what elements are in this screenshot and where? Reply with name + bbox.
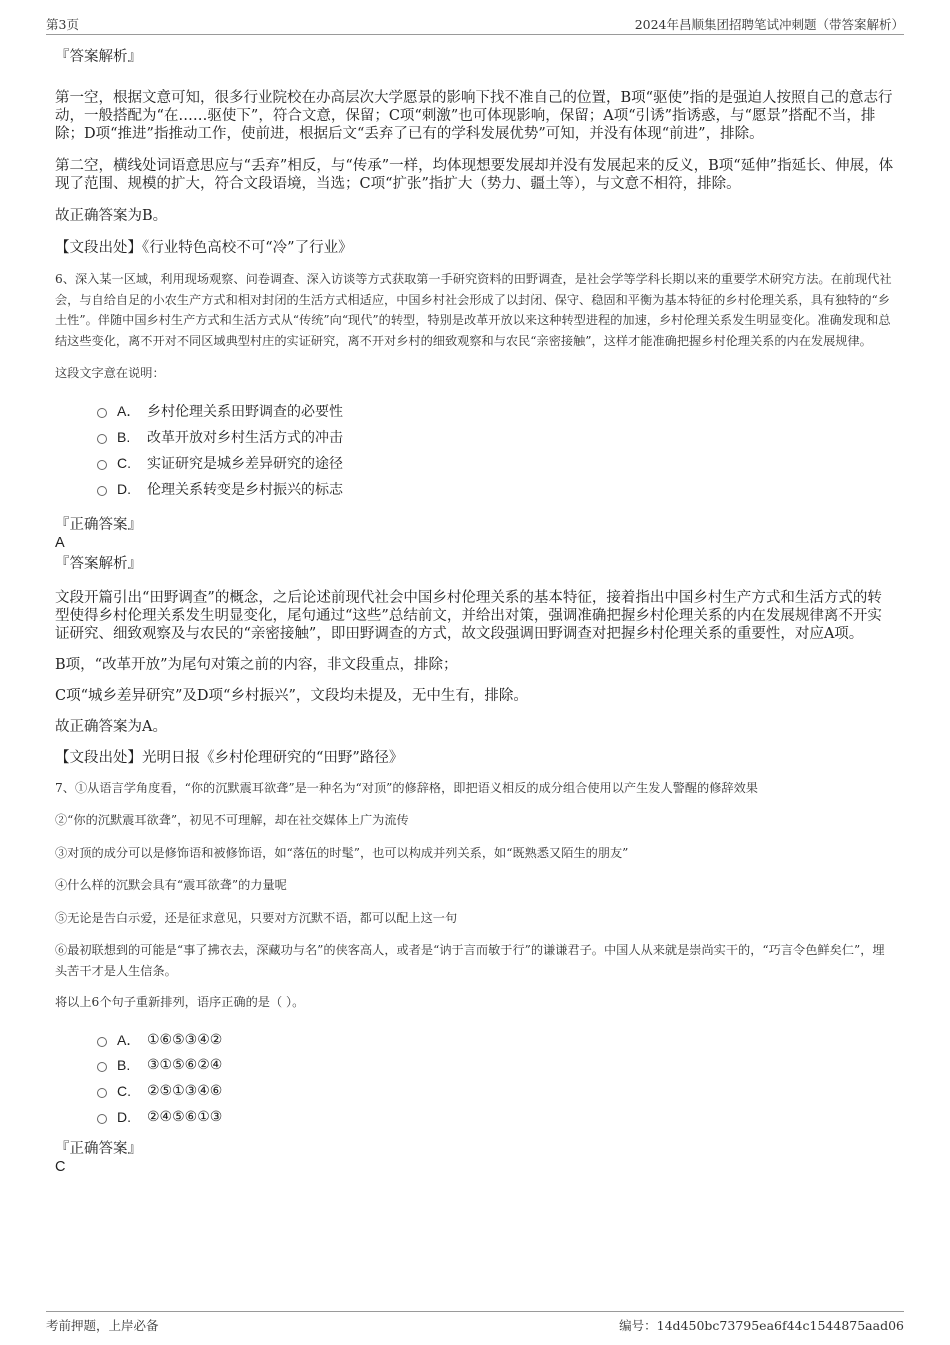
page-footer (46, 1311, 904, 1336)
q5-analysis-p1: 第一空，根据文意可知，很多行业院校在办高层次大学愿景的影响下找不准自己的位置，B项“驱使”指的是强迫人按照自己的意志行动，一般搭配为“在……驱使下”，符合文意，保留；C项“刺激”也可体现影响，保留；A项“引诱”指诱惑，与“愿景”搭配不当，排除；D项“推进”指推动工作，使前进，根据后文“丢弃了已有的学科发展优势”可知，并没有体现“前进”，排除。 (55, 90, 893, 142)
q6-source: 【文段出处】光明日报《乡村伦理研究的“田野”路径》 (55, 749, 404, 766)
option-text: 改革开放对乡村生活方式的冲击 (147, 430, 343, 447)
q6-analysis: 文段开篇引出“田野调查”的概念，之后论述前现代社会中国乡村伦理关系的基本特征，接着指出中国乡村生产方式和生活方式的转型使得乡村伦理关系发生明显变化，尾句通过“这些”总结前文，并给出对策，强调准确把握乡村伦理关系的内在发展规律离不开实证研究、细致观察及与农民的“亲密接触”，即田野调查的方式，故文段强调田野调查对把握乡村伦理关系的重要性，对应A项。 (55, 589, 882, 642)
option-letter: D. (117, 480, 131, 497)
q7-option-c[interactable] (97, 1078, 895, 1104)
q6-options (97, 399, 895, 502)
option-letter: A． (117, 1031, 141, 1048)
radio-icon[interactable] (97, 1088, 107, 1098)
q7-sentence-3: ③对顶的成分可以是修饰语和被修饰语，如“落伍的时髦”，也可以构成并列关系，如“既熟悉又陌生的朋友” (55, 845, 629, 860)
q6-question: 这段文字意在说明： (55, 366, 165, 380)
q6-stem: 6、深入某一区域，利用现场观察、问卷调查、深入访谈等方式获取第一手研究资料的田野调查，是社会学等学科长期以来的重要学术研究方法。在前现代社会，与自给自足的小农生产方式和相对封闭的生活方式相适应，中国乡村社会形成了以封闭、保守、稳固和平衡为基本特征的乡村伦理关系，具有独特的“乡土性”。伴随中国乡村生产方式和生活方式从“传统”向“现代”的转型，特别是改革开放以来这种转型进程的加速，乡村伦理关系发生明显变化。准确发现和总结这些变化，离不开对不同区域典型村庄的实证研究，离不开对乡村的细致观察和与农民“亲密接触”，这样才能准确把握乡村伦理关系的内在发展规律。 (55, 272, 892, 348)
q6-answer-label: 『正确答案』 (55, 516, 142, 533)
q6-answer: A (55, 534, 65, 551)
q7-question: 将以上6个句子重新排列，语序正确的是（ ）。 (55, 995, 305, 1010)
option-text: 伦理关系转变是乡村振兴的标志 (147, 481, 343, 498)
option-text: ③①⑤⑥②④ (147, 1057, 223, 1074)
option-letter: B. (117, 1057, 131, 1074)
radio-icon[interactable] (97, 1037, 107, 1047)
q6-option-a[interactable] (97, 399, 895, 425)
q5-conclusion: 故正确答案为B。 (55, 208, 168, 224)
page-content (55, 38, 895, 1176)
radio-icon[interactable] (97, 1114, 107, 1124)
option-letter: D. (117, 1108, 131, 1125)
q5-source: 【文段出处】《行业特色高校不可“冷”了行业》 (55, 240, 353, 256)
q7-option-b[interactable] (97, 1052, 895, 1078)
q6-option-d[interactable] (97, 476, 895, 502)
option-text: ②⑤①③④⑥ (147, 1083, 223, 1100)
radio-icon[interactable] (97, 1062, 107, 1072)
option-letter: C. (117, 454, 131, 471)
q5-analysis-p2: 第二空，横线处词语意思应与“丢弃”相反，与“传承”一样，均体现想要发展却并没有发展起来的反义，B项“延伸”指延长、伸展，体现了范围、规模的扩大，符合文段语境，当选；C项“扩张”指扩大（势力、疆土等），与文意不相符，排除。 (55, 158, 894, 192)
radio-icon[interactable] (97, 460, 107, 470)
option-text: 实证研究是城乡差异研究的途径 (147, 455, 343, 472)
footer-slogan: 考前押题，上岸必备 (46, 1318, 159, 1333)
q7-answer-label: 『正确答案』 (55, 1140, 142, 1157)
q7-answer: C (55, 1158, 66, 1175)
footer-code: 编号：14d450bc73795ea6f44c1544875aad06 (619, 1318, 904, 1333)
radio-icon[interactable] (97, 486, 107, 496)
q7-sentence-2: ②“你的沉默震耳欲聋”，初见不可理解，却在社交媒体上广为流传 (55, 813, 409, 828)
q5-analysis-label: 『答案解析』 (55, 49, 142, 65)
option-letter: B. (117, 429, 131, 446)
radio-icon[interactable] (97, 434, 107, 444)
option-letter: A． (117, 403, 141, 420)
q6-b-note: B项，“改革开放”为尾句对策之前的内容，非文段重点，排除； (55, 656, 458, 673)
q6-conclusion: 故正确答案为A。 (55, 718, 167, 735)
q7-sentence-5: ⑤无论是告白示爱，还是征求意见，只要对方沉默不语，都可以配上这一句 (55, 910, 458, 925)
option-letter: C. (117, 1083, 131, 1100)
q7-sentence-6: ⑥最初联想到的可能是“事了拂衣去，深藏功与名”的侠客高人，或者是“讷于言而敏于行”的谦谦君子。中国人从来就是崇尚实干的，“巧言令色鲜矣仁”，埋头苦干才是人生信条。 (55, 943, 885, 978)
document-title: 2024年昌顺集团招聘笔试冲刺题（带答案解析） (634, 17, 904, 32)
option-text: ①⑥⑤③④② (147, 1031, 223, 1048)
q7-sentence-4: ④什么样的沉默会具有“震耳欲聋”的力量呢 (55, 878, 287, 893)
option-text: 乡村伦理关系田野调查的必要性 (147, 404, 343, 421)
q7-options (97, 1027, 895, 1130)
q7-option-a[interactable] (97, 1027, 895, 1053)
q7-sentence-1: 7、①从语言学角度看，“你的沉默震耳欲聋”是一种名为“对顶”的修辞格，即把语义相反的成分组合使用以产生发人警醒的修辞效果 (55, 780, 758, 795)
q7-option-d[interactable] (97, 1104, 895, 1130)
q6-option-c[interactable] (97, 450, 895, 476)
page-number: 第3页 (46, 17, 79, 32)
q6-option-b[interactable] (97, 424, 895, 450)
page-header (46, 12, 904, 35)
option-text: ②④⑤⑥①③ (147, 1108, 223, 1125)
radio-icon[interactable] (97, 408, 107, 418)
q6-cd-note: C项“城乡差异研究”及D项“乡村振兴”，文段均未提及，无中生有，排除。 (55, 687, 528, 704)
q6-analysis-label: 『答案解析』 (55, 555, 142, 572)
